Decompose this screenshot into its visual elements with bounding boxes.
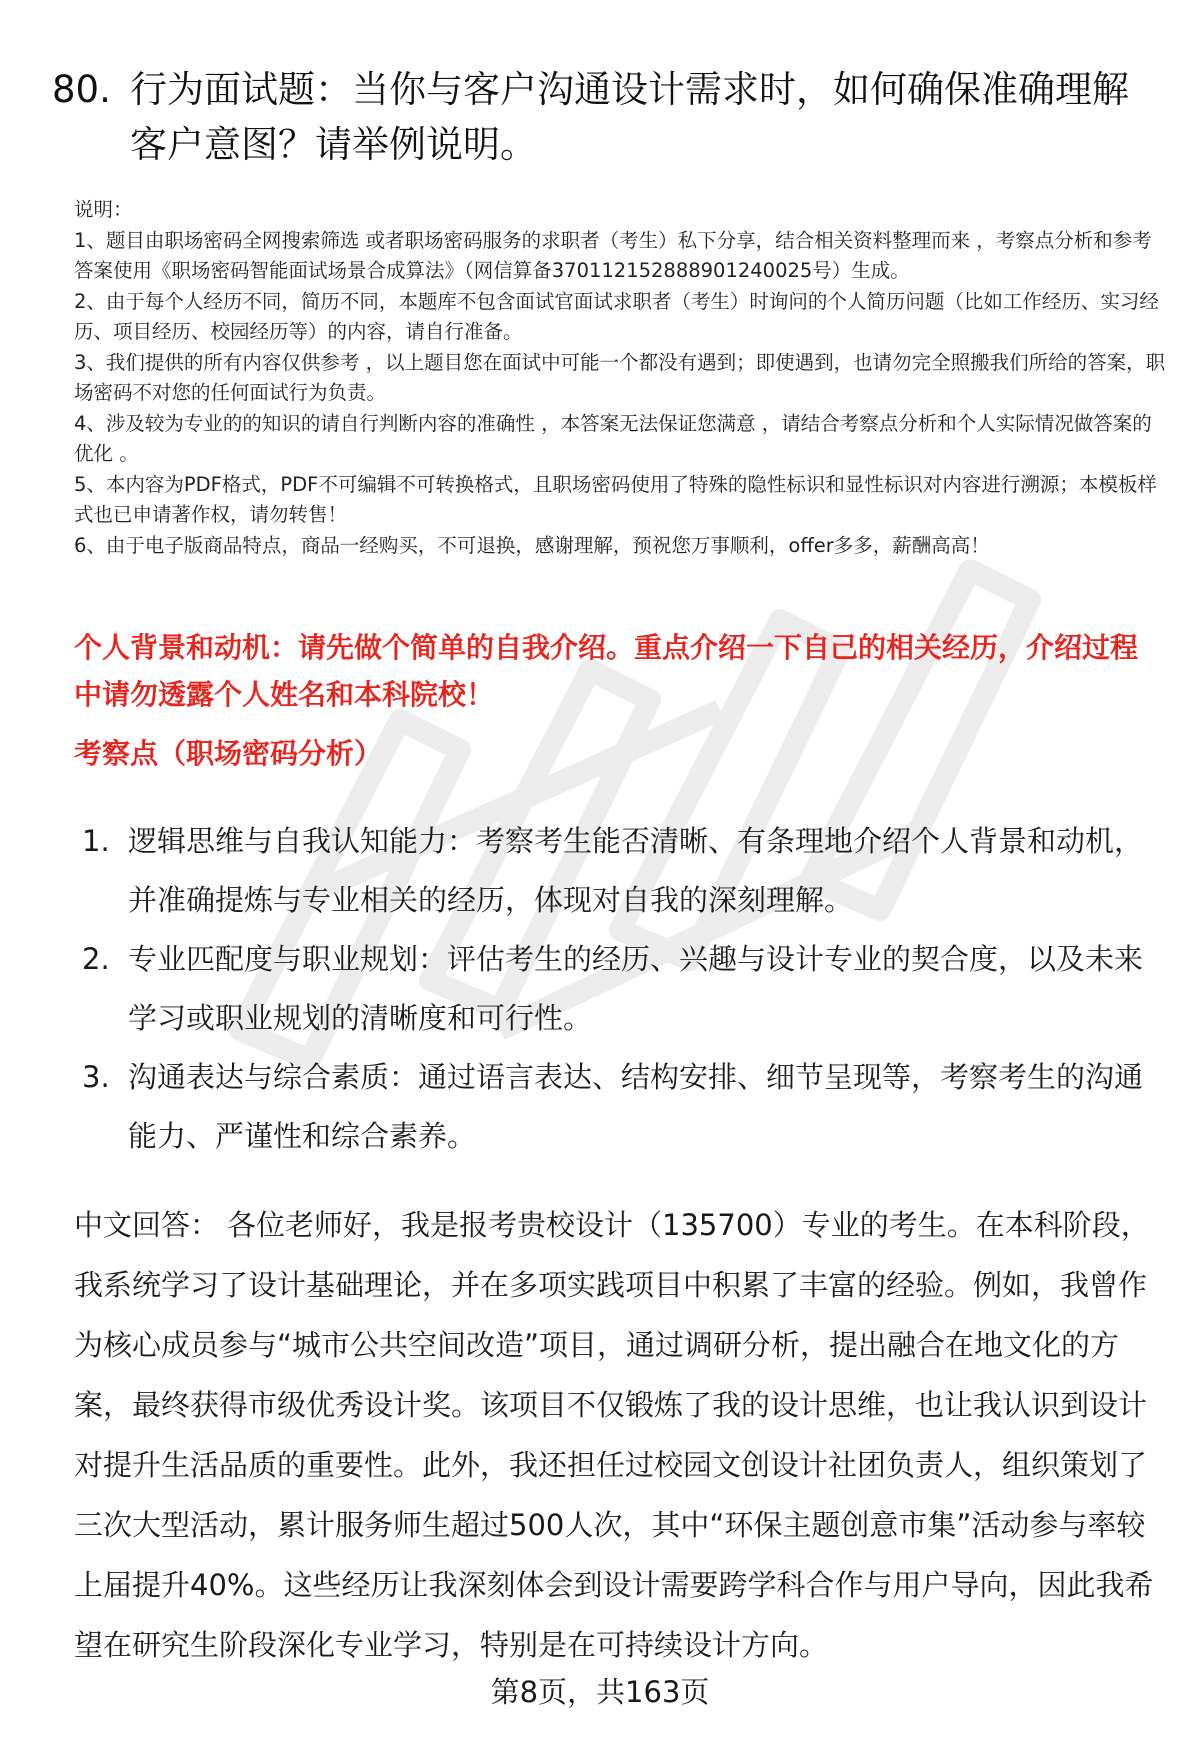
point-text: 专业匹配度与职业规划：评估考生的经历、兴趣与设计专业的契合度，以及未来学习或职业规划的清晰度和可行性。 [128, 942, 1144, 1035]
analysis-heading: 考察点（职场密码分析） [74, 737, 383, 770]
notes-item: 2、由于每个人经历不同，简历不同，本题库不包含面试官面试求职者（考生）时询问的个人简历问题（比如工作经历、实习经历、项目经历、校园经历等）的内容，请自行准备。 [74, 289, 1159, 343]
analysis-points [82, 812, 1162, 1166]
point-text: 逻辑思维与自我认知能力：考察考生能否清晰、有条理地介绍个人背景和动机，并准确提炼与专业相关的经历，体现对自我的深刻理解。 [128, 824, 1144, 917]
point-number: 2. [82, 942, 110, 976]
point-text: 沟通表达与综合素质：通过语言表达、结构安排、细节呈现等，考察考生的沟通能力、严谨性和综合素养。 [128, 1060, 1144, 1153]
notes-heading: 说明： [74, 198, 133, 221]
notes-item: 1、题目由职场密码全网搜索筛选 或者职场密码服务的求职者（考生）私下分享，结合相关资料整理而来 ，考察点分析和参考答案使用《职场密码智能面试场景合成算法》（网信算备370112152888901240025号）生成。 [74, 228, 1152, 282]
answer-text: 各位老师好，我是报考贵校设计（135700）专业的考生。在本科阶段，我系统学习了设计基础理论，并在多项实践项目中积累了丰富的经验。例如，我曾作为核心成员参与“城市公共空间改造”项目，通过调研分析，提出融合在地文化的方案，最终获得市级优秀设计奖。该项目不仅锻炼了我的设计思维，也让我认识到设计对提升生活品质的重要性。此外，我还担任过校园文创设计社团负责人，组织策划了三次大型活动，累计服务师生超过500人次，其中“环保主题创意市集”活动参与率较上届提升40%。这些经历让我深刻体会到设计需要跨学科合作与用户导向，因此我希望在研究生阶段深化专业学习，特别是在可持续设计方向。 [74, 1208, 1154, 1662]
point-number: 3. [82, 1060, 110, 1094]
point-number: 1. [82, 824, 110, 858]
analysis-point [82, 812, 1162, 930]
notes-item: 4、涉及较为专业的的知识的请自行判断内容的准确性 ，本答案无法保证您满意 ，请结合考察点分析和个人实际情况做答案的优化 。 [74, 411, 1152, 465]
analysis-point [82, 1048, 1162, 1166]
notes-item: 6、由于电子版商品特点，商品一经购买，不可退换，感谢理解，预祝您万事顺利，offer多多，薪酬高高！ [74, 533, 990, 557]
question-text: 行为面试题：当你与客户沟通设计需求时，如何确保准确理解客户意图？请举例说明。 [130, 68, 1129, 166]
page-footer: 第8页，共163页 [490, 1675, 710, 1709]
question-number: 80. [52, 68, 111, 111]
analysis-point [82, 930, 1162, 1048]
answer-label: 中文回答： [74, 1208, 220, 1242]
answer-block [74, 1195, 1166, 1675]
notes-item: 5、本内容为PDF格式，PDF不可编辑不可转换格式，且职场密码使用了特殊的隐性标识和显性标识对内容进行溯源；本模板样式也已申请著作权，请勿转售！ [74, 472, 1157, 526]
notes-item: 3、我们提供的所有内容仅供参考 ，以上题目您在面试中可能一个都没有遇到；即使遇到，也请勿完全照搬我们所给的答案，职场密码不对您的任何面试行为负责。 [74, 350, 1166, 404]
notes-block [74, 195, 1166, 561]
section-heading: 个人背景和动机：请先做个简单的自我介绍。重点介绍一下自己的相关经历，介绍过程中请勿透露个人姓名和本科院校！ [74, 631, 1139, 711]
question-title [52, 62, 1162, 172]
